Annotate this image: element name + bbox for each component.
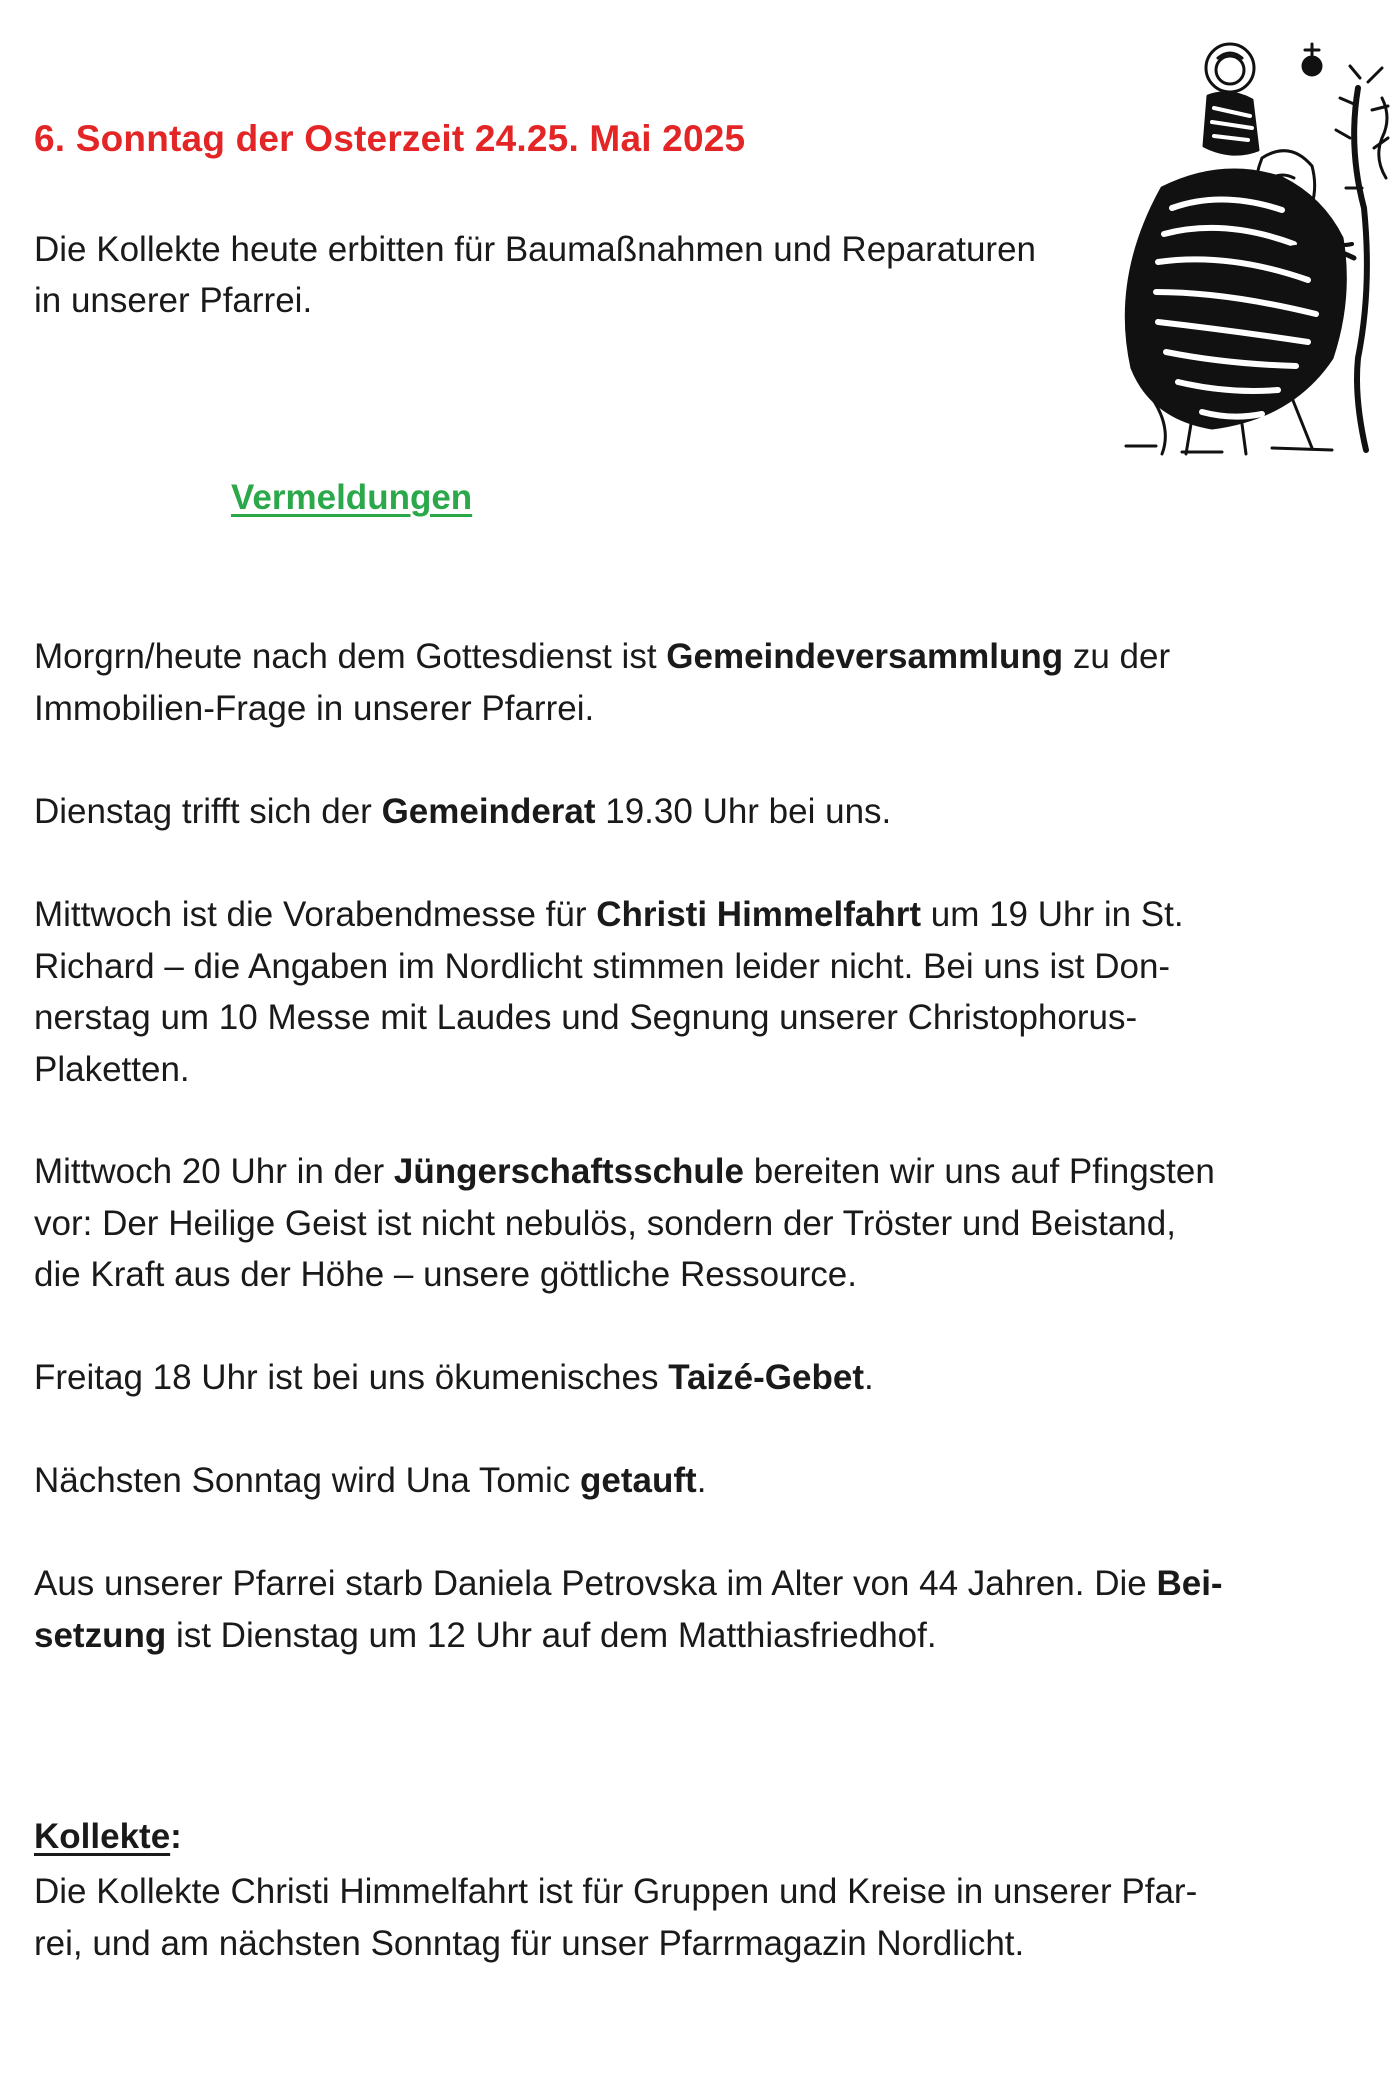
announcement-text: Aus unserer Pfarrei starb Daniela Petrovska im Alter von 44 Jahren. Die xyxy=(34,1564,1157,1603)
announcement-text: vor: Der Heilige Geist ist nicht nebulös, sondern der Tröster und Beistand, xyxy=(34,1203,1176,1243)
intro-line-2: in unserer Pfarrei. xyxy=(34,281,313,320)
announcement-text: Plaketten. xyxy=(34,1049,190,1089)
announcement-text: Richard – die Angaben im Nordlicht stimmen leider nicht. Bei uns ist Don- xyxy=(34,946,1171,986)
announcement-himmelfahrt xyxy=(34,889,1334,1095)
announcement-bold: Taizé-Gebet xyxy=(668,1358,864,1397)
kollekte-line: rei, und am nächsten Sonntag für unser Pfarrmagazin Nordlicht. xyxy=(34,1923,1025,1963)
announcement-gemeindeversammlung xyxy=(34,631,1334,734)
announcement-beisetzung xyxy=(34,1558,1334,1661)
announcement-text: 19.30 Uhr bei uns. xyxy=(595,792,892,831)
announcement-bold: Jüngerschaftsschule xyxy=(393,1152,744,1191)
announcement-juengerschaftsschule xyxy=(34,1146,1334,1301)
announcement-taufe xyxy=(34,1455,1334,1507)
announcement-text: um 19 Uhr in St. xyxy=(921,895,1184,934)
announcement-bold: Christi Himmelfahrt xyxy=(596,895,921,934)
announcement-text: zu der xyxy=(1063,637,1171,676)
kollekte-heading xyxy=(34,1817,182,1857)
announcement-bold: Bei- xyxy=(1156,1564,1223,1603)
announcement-text: Freitag 18 Uhr ist bei uns ökumenisches xyxy=(34,1358,669,1397)
announcement-gemeinderat xyxy=(34,786,1334,838)
announcement-text: Mittwoch 20 Uhr in der xyxy=(34,1152,394,1191)
announcement-bold: setzung xyxy=(34,1615,167,1655)
announcement-text: ist Dienstag um 12 Uhr auf dem Matthiasfriedhof. xyxy=(166,1615,937,1655)
kollekte-heading-colon: : xyxy=(170,1817,182,1856)
announcement-text: Dienstag trifft sich der xyxy=(34,792,382,831)
announcement-text: bereiten wir uns auf Pfingsten xyxy=(744,1152,1215,1191)
announcement-bold: Gemeinderat xyxy=(381,792,596,831)
page-title: 6. Sonntag der Osterzeit 24.25. Mai 2025 xyxy=(34,118,746,159)
intro-line-1: Die Kollekte heute erbitten für Baumaßnahmen und Reparaturen xyxy=(34,230,1036,269)
announcement-text: Mittwoch ist die Vorabendmesse für xyxy=(34,895,597,934)
announcement-text: . xyxy=(863,1358,874,1397)
kollekte-heading-text: Kollekte xyxy=(34,1817,171,1856)
announcement-text: nerstag um 10 Messe mit Laudes und Segnung unserer Christophorus- xyxy=(34,998,1138,1037)
announcement-text: Immobilien-Frage in unserer Pfarrei. xyxy=(34,688,595,728)
kollekte-text xyxy=(34,1866,1334,1969)
announcement-text: . xyxy=(696,1461,707,1500)
announcement-text: Nächsten Sonntag wird Una Tomic xyxy=(34,1461,581,1500)
announcement-text: Morgrn/heute nach dem Gottesdienst ist xyxy=(34,637,667,676)
announcement-bold: Gemeindeversammlung xyxy=(666,637,1064,676)
announcement-bold: getauft xyxy=(580,1461,697,1500)
announcement-text: die Kraft aus der Höhe – unsere göttliche Ressource. xyxy=(34,1255,857,1294)
intro-text xyxy=(34,224,1134,326)
saint-christopher-woodcut-icon xyxy=(1122,38,1400,458)
announcement-taize xyxy=(34,1352,1334,1404)
kollekte-line: Die Kollekte Christi Himmelfahrt ist für Gruppen und Kreise in unserer Pfar- xyxy=(34,1872,1198,1911)
section-title: Vermeldungen xyxy=(231,478,473,517)
